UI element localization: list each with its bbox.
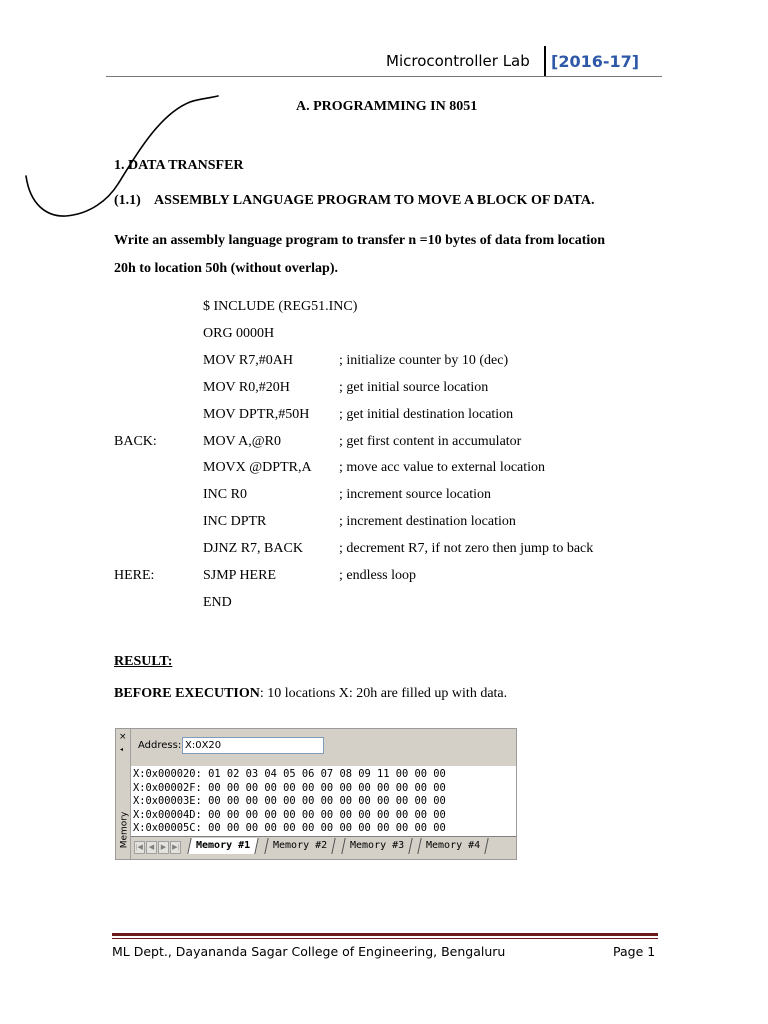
tab-label: Memory #3 — [350, 840, 405, 851]
code-instruction: MOV R7,#0AH — [203, 352, 293, 368]
header-divider — [544, 46, 546, 76]
code-instruction: SJMP HERE — [203, 568, 277, 583]
code-instruction: MOV R0,#20H — [203, 379, 290, 395]
code-label: BACK: — [114, 433, 157, 449]
code-instruction: ORG 0000H — [203, 325, 275, 341]
code-instruction: MOV A,@R0 — [203, 433, 281, 449]
memory-row: X:0x000020: 01 02 03 04 05 06 07 08 09 11 00 00 00 — [133, 768, 446, 780]
code-comment: ; move acc value to external location — [339, 460, 546, 476]
tab-memory-4[interactable] — [417, 838, 489, 854]
tab-memory-1[interactable] — [187, 838, 259, 854]
section-title: A. PROGRAMMING IN 8051 — [296, 99, 478, 114]
header-title: Microcontroller Lab — [386, 52, 530, 70]
code-comment: ; get first content in accumulator — [339, 433, 522, 449]
tab-memory-2[interactable] — [264, 838, 336, 854]
program-heading: (1.1) ASSEMBLY LANGUAGE PROGRAM TO MOVE A BLOCK OF DATA. — [114, 193, 595, 208]
subsection-heading: 1. DATA TRANSFER — [114, 158, 244, 173]
memory-row: X:0x00005C: 00 00 00 00 00 00 00 00 00 00 00 00 00 — [133, 822, 446, 835]
footer-department: ML Dept., Dayananda Sagar College of Engineering, Bengaluru — [112, 944, 506, 959]
prev-tab-icon[interactable]: ◀ — [146, 841, 157, 854]
code-comment: ; endless loop — [339, 568, 416, 583]
code-comment: ; increment destination location — [339, 514, 516, 530]
memory-side-bar — [116, 729, 131, 859]
footer-page-number: Page 1 — [613, 944, 656, 959]
code-instruction: DJNZ R7, BACK — [203, 541, 303, 557]
first-tab-icon[interactable]: |◀ — [134, 841, 145, 854]
code-comment: ; get initial destination location — [339, 406, 514, 422]
pin-arrow-icon[interactable]: ◂ — [120, 747, 124, 753]
code-label: HERE: — [114, 568, 155, 583]
code-instruction: MOV DPTR,#50H — [203, 406, 310, 422]
code-comment: ; increment source location — [339, 487, 491, 503]
task-line-2: 20h to location 50h (without overlap). — [114, 261, 338, 276]
before-execution-label: BEFORE EXECUTION — [114, 686, 260, 701]
memory-side-label: Memory — [119, 811, 130, 849]
code-instruction: INC DPTR — [203, 514, 267, 530]
tab-label: Memory #1 — [196, 840, 251, 851]
code-instruction: END — [203, 594, 232, 610]
address-input[interactable]: X:0X20 — [182, 737, 324, 754]
code-comment: ; initialize counter by 10 (dec) — [339, 352, 509, 368]
code-instruction: INC R0 — [203, 487, 247, 503]
tab-label: Memory #4 — [426, 840, 481, 851]
tab-label: Memory #2 — [273, 840, 328, 851]
address-label: Address: — [138, 740, 182, 751]
code-instruction: $ INCLUDE (REG51.INC) — [203, 299, 358, 314]
before-execution-desc: : 10 locations X: 20h are filled up with data. — [259, 686, 508, 701]
code-comment: ; get initial source location — [339, 379, 489, 395]
before-execution-text — [114, 686, 507, 702]
footer-rule-thick — [112, 933, 658, 936]
memory-row: X:0x00004D: 00 00 00 00 00 00 00 00 00 00 00 00 00 — [133, 808, 446, 821]
close-icon[interactable]: × — [119, 732, 127, 742]
last-tab-icon[interactable]: ▶| — [170, 841, 181, 854]
result-heading: RESULT: — [114, 654, 173, 669]
memory-dump — [131, 766, 517, 836]
memory-row: X:0x00002F: 00 00 00 00 00 00 00 00 00 00 00 00 00 — [133, 781, 446, 794]
task-line-1: Write an assembly language program to transfer n =10 bytes of data from location — [114, 233, 606, 248]
code-comment: ; decrement R7, if not zero then jump to back — [339, 541, 594, 557]
header-year: [2016-17] — [551, 52, 640, 71]
memory-tab-bar — [131, 836, 517, 857]
header-rule — [106, 76, 662, 77]
memory-row: X:0x00003E: 00 00 00 00 00 00 00 00 00 00 00 00 00 — [133, 795, 446, 808]
footer-rule-thin — [112, 938, 658, 939]
tab-memory-3[interactable] — [341, 838, 413, 854]
code-instruction: MOVX @DPTR,A — [203, 460, 312, 476]
memory-window — [115, 728, 517, 860]
next-tab-icon[interactable]: ▶ — [158, 841, 169, 854]
